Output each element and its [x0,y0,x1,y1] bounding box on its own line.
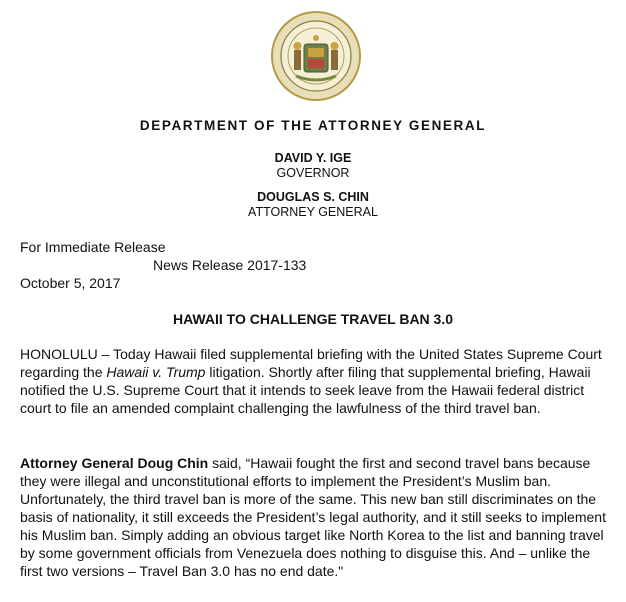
case-name: Hawaii v. Trump [106,364,206,380]
department-heading: DEPARTMENT OF THE ATTORNEY GENERAL [139,118,487,133]
governor-title: GOVERNOR [276,166,350,180]
intro-text-start: HONOLULU – Today Hawaii filed supplemental briefing with the United States Supreme Court regarding the [20,346,602,380]
governor-block [0,151,626,181]
state-seal-logo [270,10,362,102]
paragraph-intro [20,345,610,417]
release-date: October 5, 2017 [20,275,121,291]
attorney-general-name: DOUGLAS S. CHIN [257,190,369,204]
release-type: For Immediate Release [20,239,166,255]
press-headline: HAWAII TO CHALLENGE TRAVEL BAN 3.0 [172,311,454,327]
governor-name: DAVID Y. IGE [274,151,352,165]
speaker-name: Attorney General Doug Chin [20,455,209,471]
attorney-general-title: ATTORNEY GENERAL [248,205,378,219]
attorney-general-block [0,190,626,220]
release-number: News Release 2017-133 [153,257,307,273]
intro-text-end: litigation. Shortly after filing that supplemental briefing, Hawaii notified the U.S. Supreme Court that it intends to seek leave from the Hawaii federal district court to file an amended complaint challenging the lawfulness of the third travel ban. [20,364,591,416]
paragraph-quote [20,454,610,580]
seal-graphic [270,10,362,102]
quote-text: said, “Hawaii fought the first and second travel bans because they were illegal and unconstitutional efforts to implement the President’s Muslim ban. Unfortunately, the third travel ban is more of the same. This new ban still discriminates on the basis of nationality, it still exceeds the President’s legal authority, and it still seeks to implement his Muslim ban. Simply adding an obvious target like North Korea to the list and banning travel by some government officials from Venezuela does nothing to disguise this. And – unlike the first two versions – Travel Ban 3.0 has no end date." [20,455,606,579]
